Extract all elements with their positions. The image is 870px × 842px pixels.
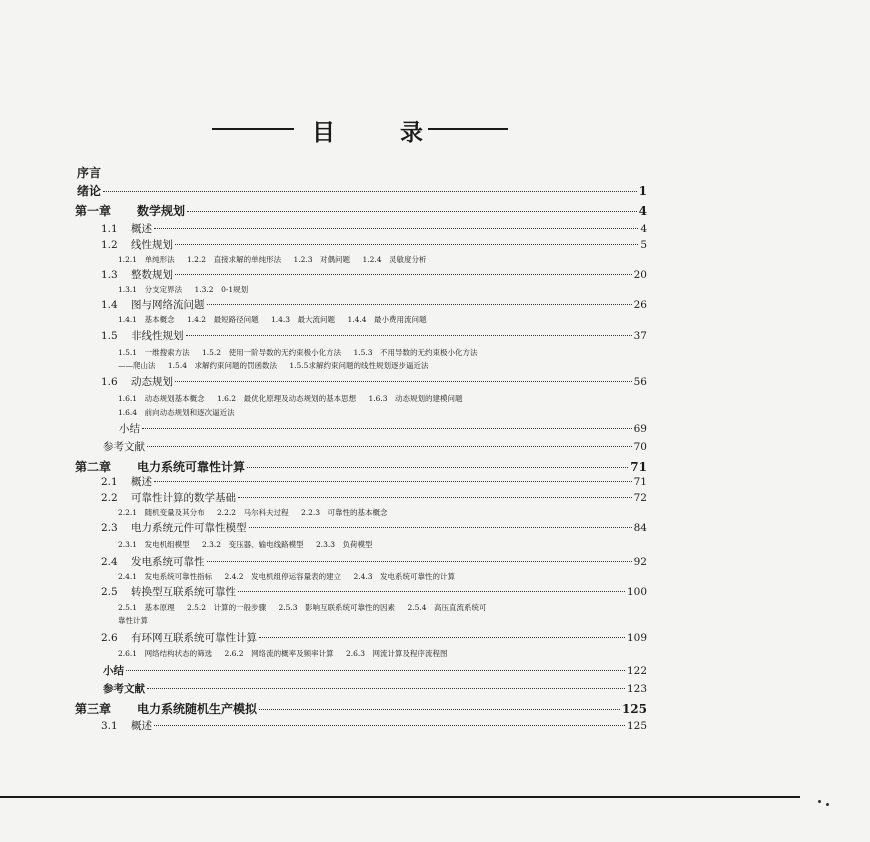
dot-leader [238,497,632,498]
dot-leader [154,725,625,726]
toc-entry-label: 小结 [119,423,140,435]
dot-leader [147,688,625,689]
dot-leader [175,381,632,382]
toc-section-2-4 [101,557,647,568]
toc-section-1-4 [101,300,647,311]
section-number: 1.5 [101,330,118,342]
toc-entry-page: 69 [633,423,647,435]
subsection-line [118,409,245,417]
subsection-item: 1.5.2 使用一阶导数的无约束极小化方法 [201,348,342,357]
toc-entry-label: 参考文献 [103,441,145,453]
section-title: 非线性规划 [131,330,184,342]
subsection-line [118,349,488,357]
dot-leader [142,428,632,429]
subsection-item: 2.4.3 发电系统可靠性的计算 [353,572,456,581]
subsection-item: ——爬山法 [118,361,156,370]
section-number: 2.2 [101,492,118,504]
section-title: 有环网互联系统可靠性计算 [131,632,257,644]
subsection-item: 2.4.1 发电系统可靠性指标 [118,572,213,581]
scan-speck [818,800,821,803]
section-number: 2.5 [101,586,118,598]
toc-entry-page: 71 [630,460,647,474]
subsection-item: 1.5.5求解约束问题的线性规划逐步逼近法 [289,361,429,370]
chapter-number: 第二章 [75,460,112,474]
dot-leader [186,335,632,336]
subsection-item: 1.4.1 基本概念 [118,315,175,324]
toc-section-2-2 [101,493,647,504]
section-number: 1.1 [101,223,118,235]
subsection-item: 1.4.2 最短路径问题 [186,315,259,324]
chapter-number: 第一章 [75,204,112,218]
section-number: 2.3 [101,522,118,534]
toc-entry-page: 20 [633,269,647,281]
toc-section-1-1 [101,224,647,235]
section-title: 概述 [131,720,152,732]
toc-entry-page: 56 [633,376,647,388]
subsection-item: 2.3.2 变压器、输电线路模型 [201,540,304,549]
subsection-item: 2.6.2 网络流的概率及频率计算 [224,649,334,658]
toc-chapter-1 [75,205,647,217]
chapter-title: 数学规划 [137,204,186,218]
subsection-item: 1.5.3 不用导数的无约束极小化方法 [353,348,478,357]
toc-entry-label: 序言 [77,166,102,180]
section-title: 线性规划 [131,239,173,251]
toc-entry-page: 123 [626,683,647,695]
subsection-item: 2.5.4 高压直流系统可 [407,603,487,612]
toc-entry-references-1 [103,442,647,453]
scan-speck [826,803,829,806]
section-number: 1.2 [101,239,118,251]
toc-entry-summary-1 [119,424,647,435]
subsection-item: 1.2.2 直接求解的单纯形法 [186,255,282,264]
section-title: 转换型互联系统可靠性 [131,586,236,598]
toc-chapter-2 [75,461,647,473]
section-title: 整数规划 [131,269,173,281]
dot-leader [175,244,638,245]
subsection-item: 1.6.2 最优化原理及动态规划的基本思想 [216,394,357,403]
dot-leader [154,481,632,482]
section-number: 2.1 [101,476,118,488]
subsection-item: 1.4.3 最大流问题 [270,315,336,324]
section-number: 2.4 [101,556,118,568]
toc-entry-label: 参考文献 [103,683,145,695]
subsection-item: 2.3.3 负荷模型 [315,540,373,549]
subsection-line [118,509,398,517]
dot-leader [247,467,628,468]
toc-section-1-6 [101,377,647,388]
toc-entry-references-2 [103,684,647,695]
section-number: 1.3 [101,269,118,281]
dot-leader [207,304,632,305]
section-number: 1.4 [101,299,118,311]
dot-leader [238,591,625,592]
subsection-line [118,362,438,370]
toc-entry-page: 1 [638,184,647,198]
dot-leader [207,561,632,562]
subsection-item: 1.5.1 一维搜索方法 [118,348,190,357]
chapter-title: 电力系统随机生产模拟 [137,702,258,716]
subsection-line [118,573,465,581]
toc-entry-intro [77,185,647,197]
subsection-item: 1.3.2 0-1规划 [194,285,249,294]
subsection-item: 2.3.1 发电机组模型 [118,540,190,549]
toc-entry-page: 5 [640,239,647,251]
toc-section-2-6 [101,633,647,644]
toc-entry-page: 4 [640,223,647,235]
toc-section-2-1 [101,477,647,488]
section-title: 概述 [131,223,152,235]
toc-entry-page: 100 [626,586,647,598]
toc-entry-page: 70 [633,441,647,453]
subsection-item: 2.2.3 可靠性的基本概念 [300,508,388,517]
toc-section-2-3 [101,523,647,534]
toc-entry-page: 125 [621,702,647,716]
subsection-line [118,286,258,294]
dot-leader [147,446,632,447]
dot-leader [259,637,625,638]
toc-section-1-2 [101,240,647,251]
title-rule-right [428,128,508,130]
page-bottom-rule [0,796,800,798]
toc-section-1-3 [101,270,647,281]
title-char-1: 目 [312,119,335,146]
subsection-line [118,395,473,403]
subsection-item: 1.5.4 求解约束问题的罚函数法 [167,361,277,370]
subsection-line [118,256,437,264]
subsection-item: 1.2.3 对偶问题 [293,255,351,264]
toc-chapter-3 [75,703,647,715]
dot-leader [259,709,620,710]
subsection-item: 1.2.4 灵敏度分析 [362,255,427,264]
toc-entry-page: 37 [633,330,647,342]
section-title: 概述 [131,476,152,488]
section-number: 3.1 [101,720,118,732]
section-number: 1.6 [101,376,118,388]
dot-leader [175,274,632,275]
dot-leader [249,527,632,528]
toc-entry-page: 84 [633,522,647,534]
subsection-item: 2.5.1 基本原理 [118,603,175,612]
toc-entry-summary-2 [103,666,647,677]
toc-entry-page: 125 [626,720,647,732]
section-title: 动态规划 [131,376,173,388]
title-rule-left [212,128,294,130]
subsection-item: 1.2.1 单纯形法 [118,255,175,264]
subsection-item: 2.4.2 发电机组停运容量表的建立 [224,572,342,581]
toc-entry-page: 26 [633,299,647,311]
dot-leader [103,191,637,192]
toc-entry-page: 109 [626,632,647,644]
toc-entry-page: 71 [633,476,647,488]
toc-entry-page: 122 [626,665,647,677]
subsection-item: 1.6.3 动态规划的建模问题 [368,394,463,403]
subsection-line [118,617,158,625]
subsection-item: 靠性计算 [118,616,148,625]
subsection-item: 1.6.4 前向动态规划和逐次逼近法 [118,408,235,417]
subsection-line [118,541,383,549]
subsection-item: 2.5.3 影响互联系统可靠性的因素 [278,603,396,612]
subsection-item: 2.2.1 随机变量及其分布 [118,508,205,517]
toc-entry-page: 72 [633,492,647,504]
toc-section-3-1 [101,721,647,732]
toc-section-1-5 [101,331,647,342]
dot-leader [187,211,637,212]
toc-entry-preface [77,167,101,179]
subsection-item: 2.5.2 计算的一般步骤 [186,603,267,612]
section-title: 可靠性计算的数学基础 [131,492,236,504]
subsection-item: 2.6.1 网络结构状态的筛选 [118,649,213,658]
section-title: 图与网络流问题 [131,299,205,311]
toc-entry-page: 4 [638,204,647,218]
chapter-title: 电力系统可靠性计算 [137,460,246,474]
section-number: 2.6 [101,632,118,644]
subsection-item: 2.6.3 网流计算及程序流程图 [345,649,448,658]
toc-entry-label: 绪论 [77,184,102,198]
subsection-line [118,650,458,658]
dot-leader [126,670,625,671]
toc-section-2-5 [101,587,647,598]
toc-entry-page: 92 [633,556,647,568]
dot-leader [154,228,638,229]
title-char-2: 录 [400,119,423,146]
subsection-item: 1.4.4 最小费用流问题 [347,315,427,324]
subsection-line [118,604,497,612]
toc-entry-label: 小结 [103,665,124,677]
subsection-line [118,316,437,324]
chapter-number: 第三章 [75,702,112,716]
section-title: 发电系统可靠性 [131,556,205,568]
subsection-item: 2.2.2 马尔科夫过程 [216,508,289,517]
subsection-item: 1.3.1 分支定界法 [118,285,183,294]
section-title: 电力系统元件可靠性模型 [131,522,247,534]
subsection-item: 1.6.1 动态规划基本概念 [118,394,205,403]
